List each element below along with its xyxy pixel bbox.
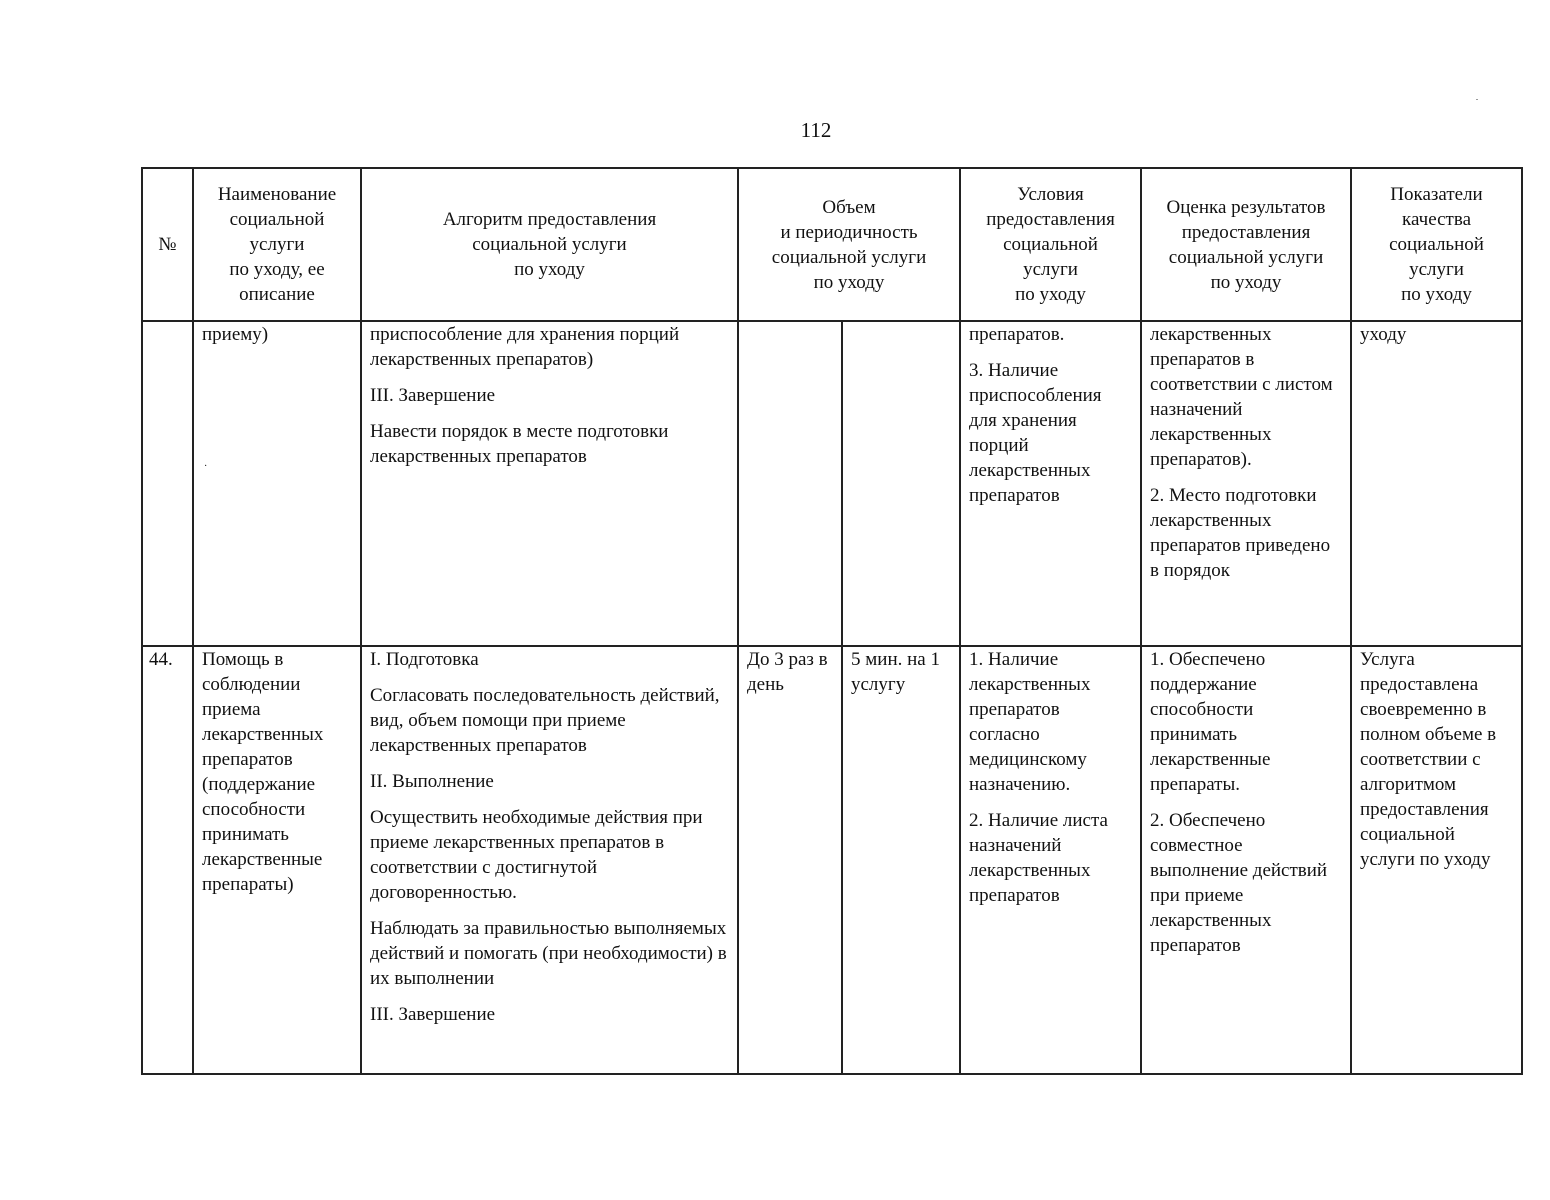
cell-evaluation: лекарственных препаратов в соответствии с листом назначений лекарственных препаратов). 2. Место подготовки лекарственных препаратов приведено в порядок (1141, 321, 1351, 646)
scan-speck (1476, 99, 1478, 100)
header-quality: Показатели качества социальной услуги по уходу (1351, 168, 1522, 321)
header-algorithm: Алгоритм предоставления социальной услуги по уходу (361, 168, 738, 321)
header-evaluation: Оценка результатов предоставления социальной услуги по уходу (1141, 168, 1351, 321)
services-table (141, 167, 1523, 1075)
cell-num (142, 321, 193, 646)
header-num: № (142, 168, 193, 321)
table-row (142, 646, 1522, 1074)
cell-conditions: препаратов. 3. Наличие приспособления для хранения порций лекарственных препаратов (960, 321, 1141, 646)
table-header-row (142, 168, 1522, 321)
cell-duration (842, 321, 960, 646)
header-service-name: Наименование социальной услуги по уходу, ее описание (193, 168, 361, 321)
cell-evaluation: 1. Обеспечено поддержание способности принимать лекарственные препараты. 2. Обеспечено совместное выполнение действий при приеме лекарственных препаратов (1141, 646, 1351, 1074)
cell-algorithm: I. Подготовка Согласовать последовательность действий, вид, объем помощи при приеме лекарственных препаратов II. Выполнение Осуществить необходимые действия при приеме лекарственных препаратов в соответствии с достигнутой договоренностью. Наблюдать за правильностью выполняемых действий и помогать (при необходимости) в их выполнении III. Завершение (361, 646, 738, 1074)
cell-service-name: приему) (193, 321, 361, 646)
cell-quality: Услуга предоставлена своевременно в полном объеме в соответствии с алгоритмом предоставления социальной услуги по уходу (1351, 646, 1522, 1074)
scan-dot: · (204, 461, 208, 472)
cell-algorithm: приспособление для хранения порций лекарственных препаратов) III. Завершение Навести порядок в месте подготовки лекарственных препаратов (361, 321, 738, 646)
cell-service-name: Помощь в соблюдении приема лекарственных препаратов (поддержание способности принимать лекарственные препараты) (193, 646, 361, 1074)
cell-frequency (738, 321, 842, 646)
header-volume-frequency: Объем и периодичность социальной услуги по уходу (738, 168, 960, 321)
cell-conditions: 1. Наличие лекарственных препаратов согласно медицинскому назначению. 2. Наличие листа назначений лекарственных препаратов (960, 646, 1141, 1074)
cell-num: 44. (142, 646, 193, 1074)
cell-quality: уходу (1351, 321, 1522, 646)
header-conditions: Условия предоставления социальной услуги по уходу (960, 168, 1141, 321)
cell-frequency: До 3 раз в день (738, 646, 842, 1074)
table-row (142, 321, 1522, 646)
cell-duration: 5 мин. на 1 услугу (842, 646, 960, 1074)
page-number: 112 (800, 118, 832, 142)
